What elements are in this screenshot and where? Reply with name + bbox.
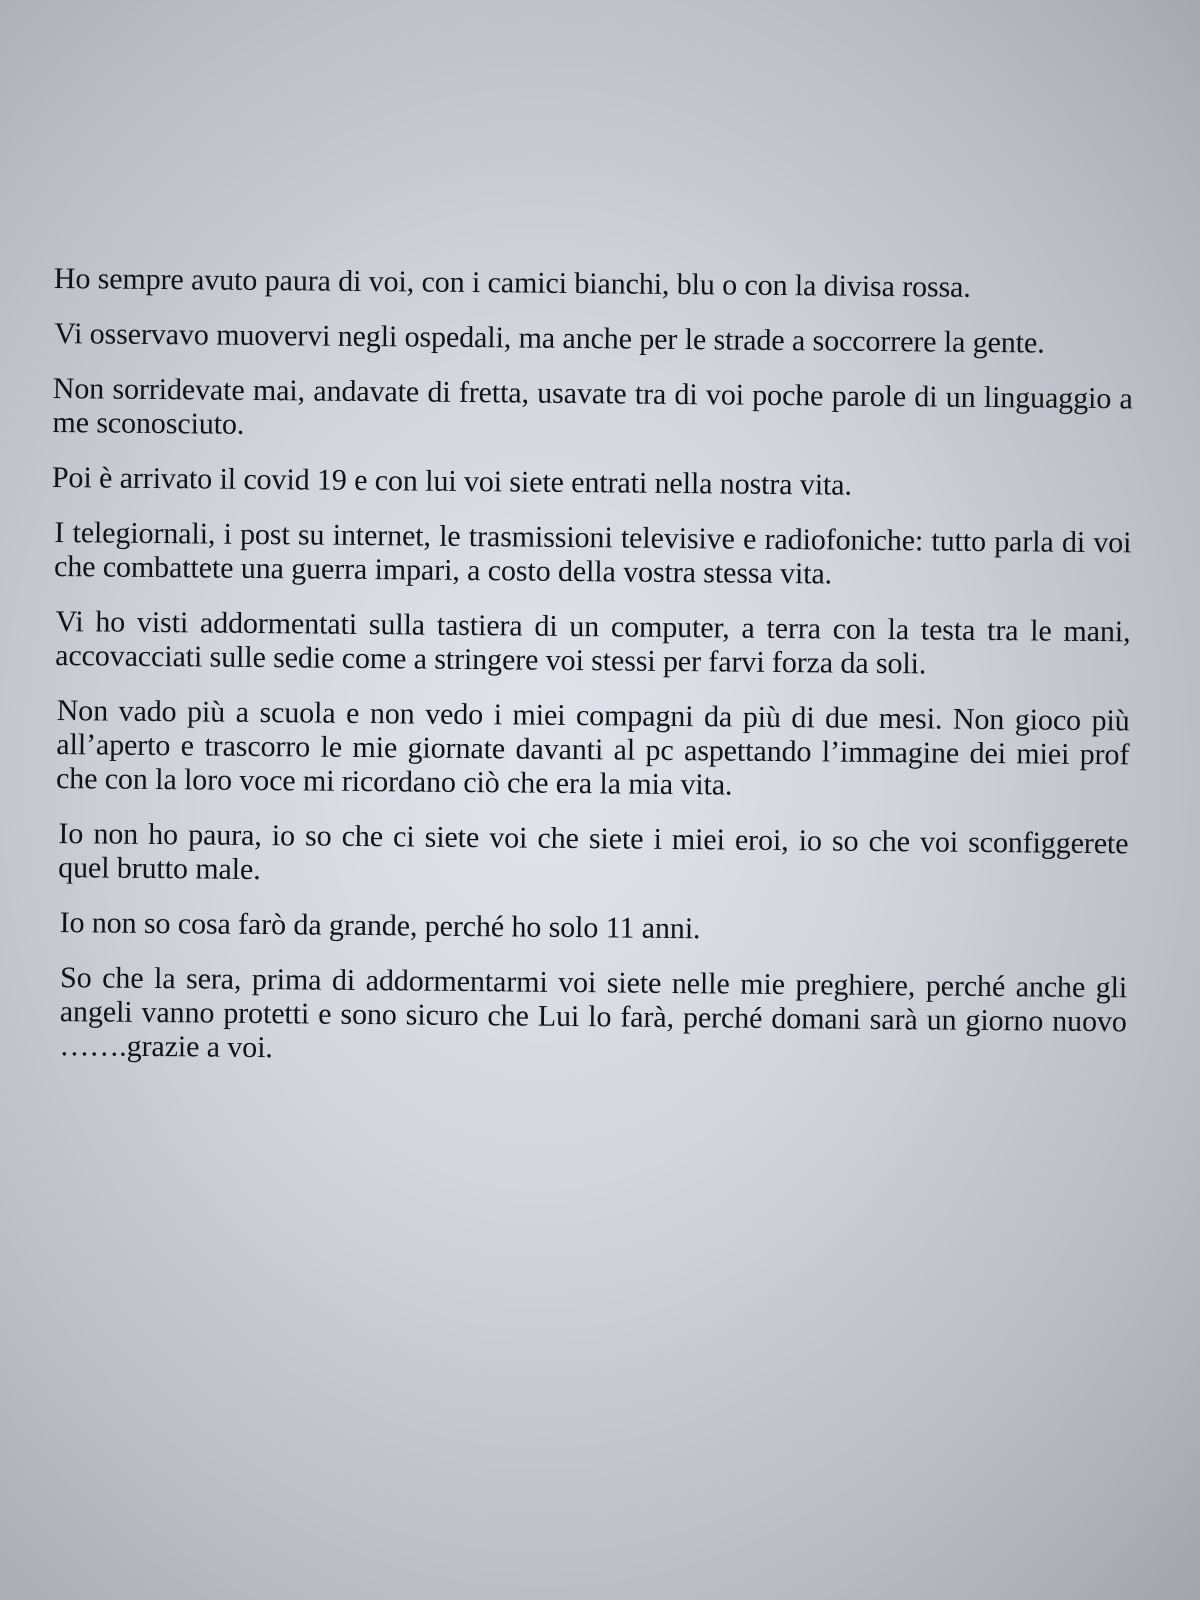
paragraph-5: I telegiornali, i post su internet, le trasmissioni televisive e radiofoniche: tutto parla di voi che combattete una guerra impari, a costo della vostra stessa vita. — [53, 516, 1132, 591]
letter-body — [46, 262, 1134, 1094]
paragraph-7: Non vado più a scuola e non vedo i miei compagni da più di due mesi. Non gioco più all’aperto e trascorro le mie giornate davanti al pc aspettando l’immagine dei miei prof che con la loro voce mi ricordano ciò che era la mia vita. — [55, 694, 1130, 802]
paragraph-2: Vi osservavo muovervi negli ospedali, ma anche per le strade a soccorrere la gente. — [54, 317, 1045, 360]
paragraph-3: Non sorridevate mai, andavate di fretta, usavate tra di voi poche parole di un linguaggio a me sconosciuto. — [52, 371, 1133, 441]
paragraph-9: Io non so cosa farò da grande, perché ho solo 11 anni. — [59, 906, 701, 946]
paragraph-6: Vi ho visti addormentati sulla tastiera di un computer, a terra con la testa tra le mani, accovacciati sulle sedie come a stringere voi stessi per farvi forza da soli. — [55, 605, 1131, 681]
paragraph-1: Ho sempre avuto paura di voi, con i camici bianchi, blu o con la divisa rossa. — [53, 262, 971, 304]
paragraph-10: So che la sera, prima di addormentarmi voi siete nelle mie preghiere, perché anche gli angeli vanno protetti e sono sicuro che Lui lo farà, perché domani sarà un giorno nuovo …….grazie a voi. — [59, 961, 1128, 1065]
paragraph-8: Io non ho paura, io so che ci siete voi che siete i miei eroi, io so che voi sconfiggerete quel brutto male. — [58, 817, 1129, 887]
paragraph-4: Poi è arrivato il covid 19 e con lui voi siete entrati nella nostra vita. — [51, 460, 853, 502]
